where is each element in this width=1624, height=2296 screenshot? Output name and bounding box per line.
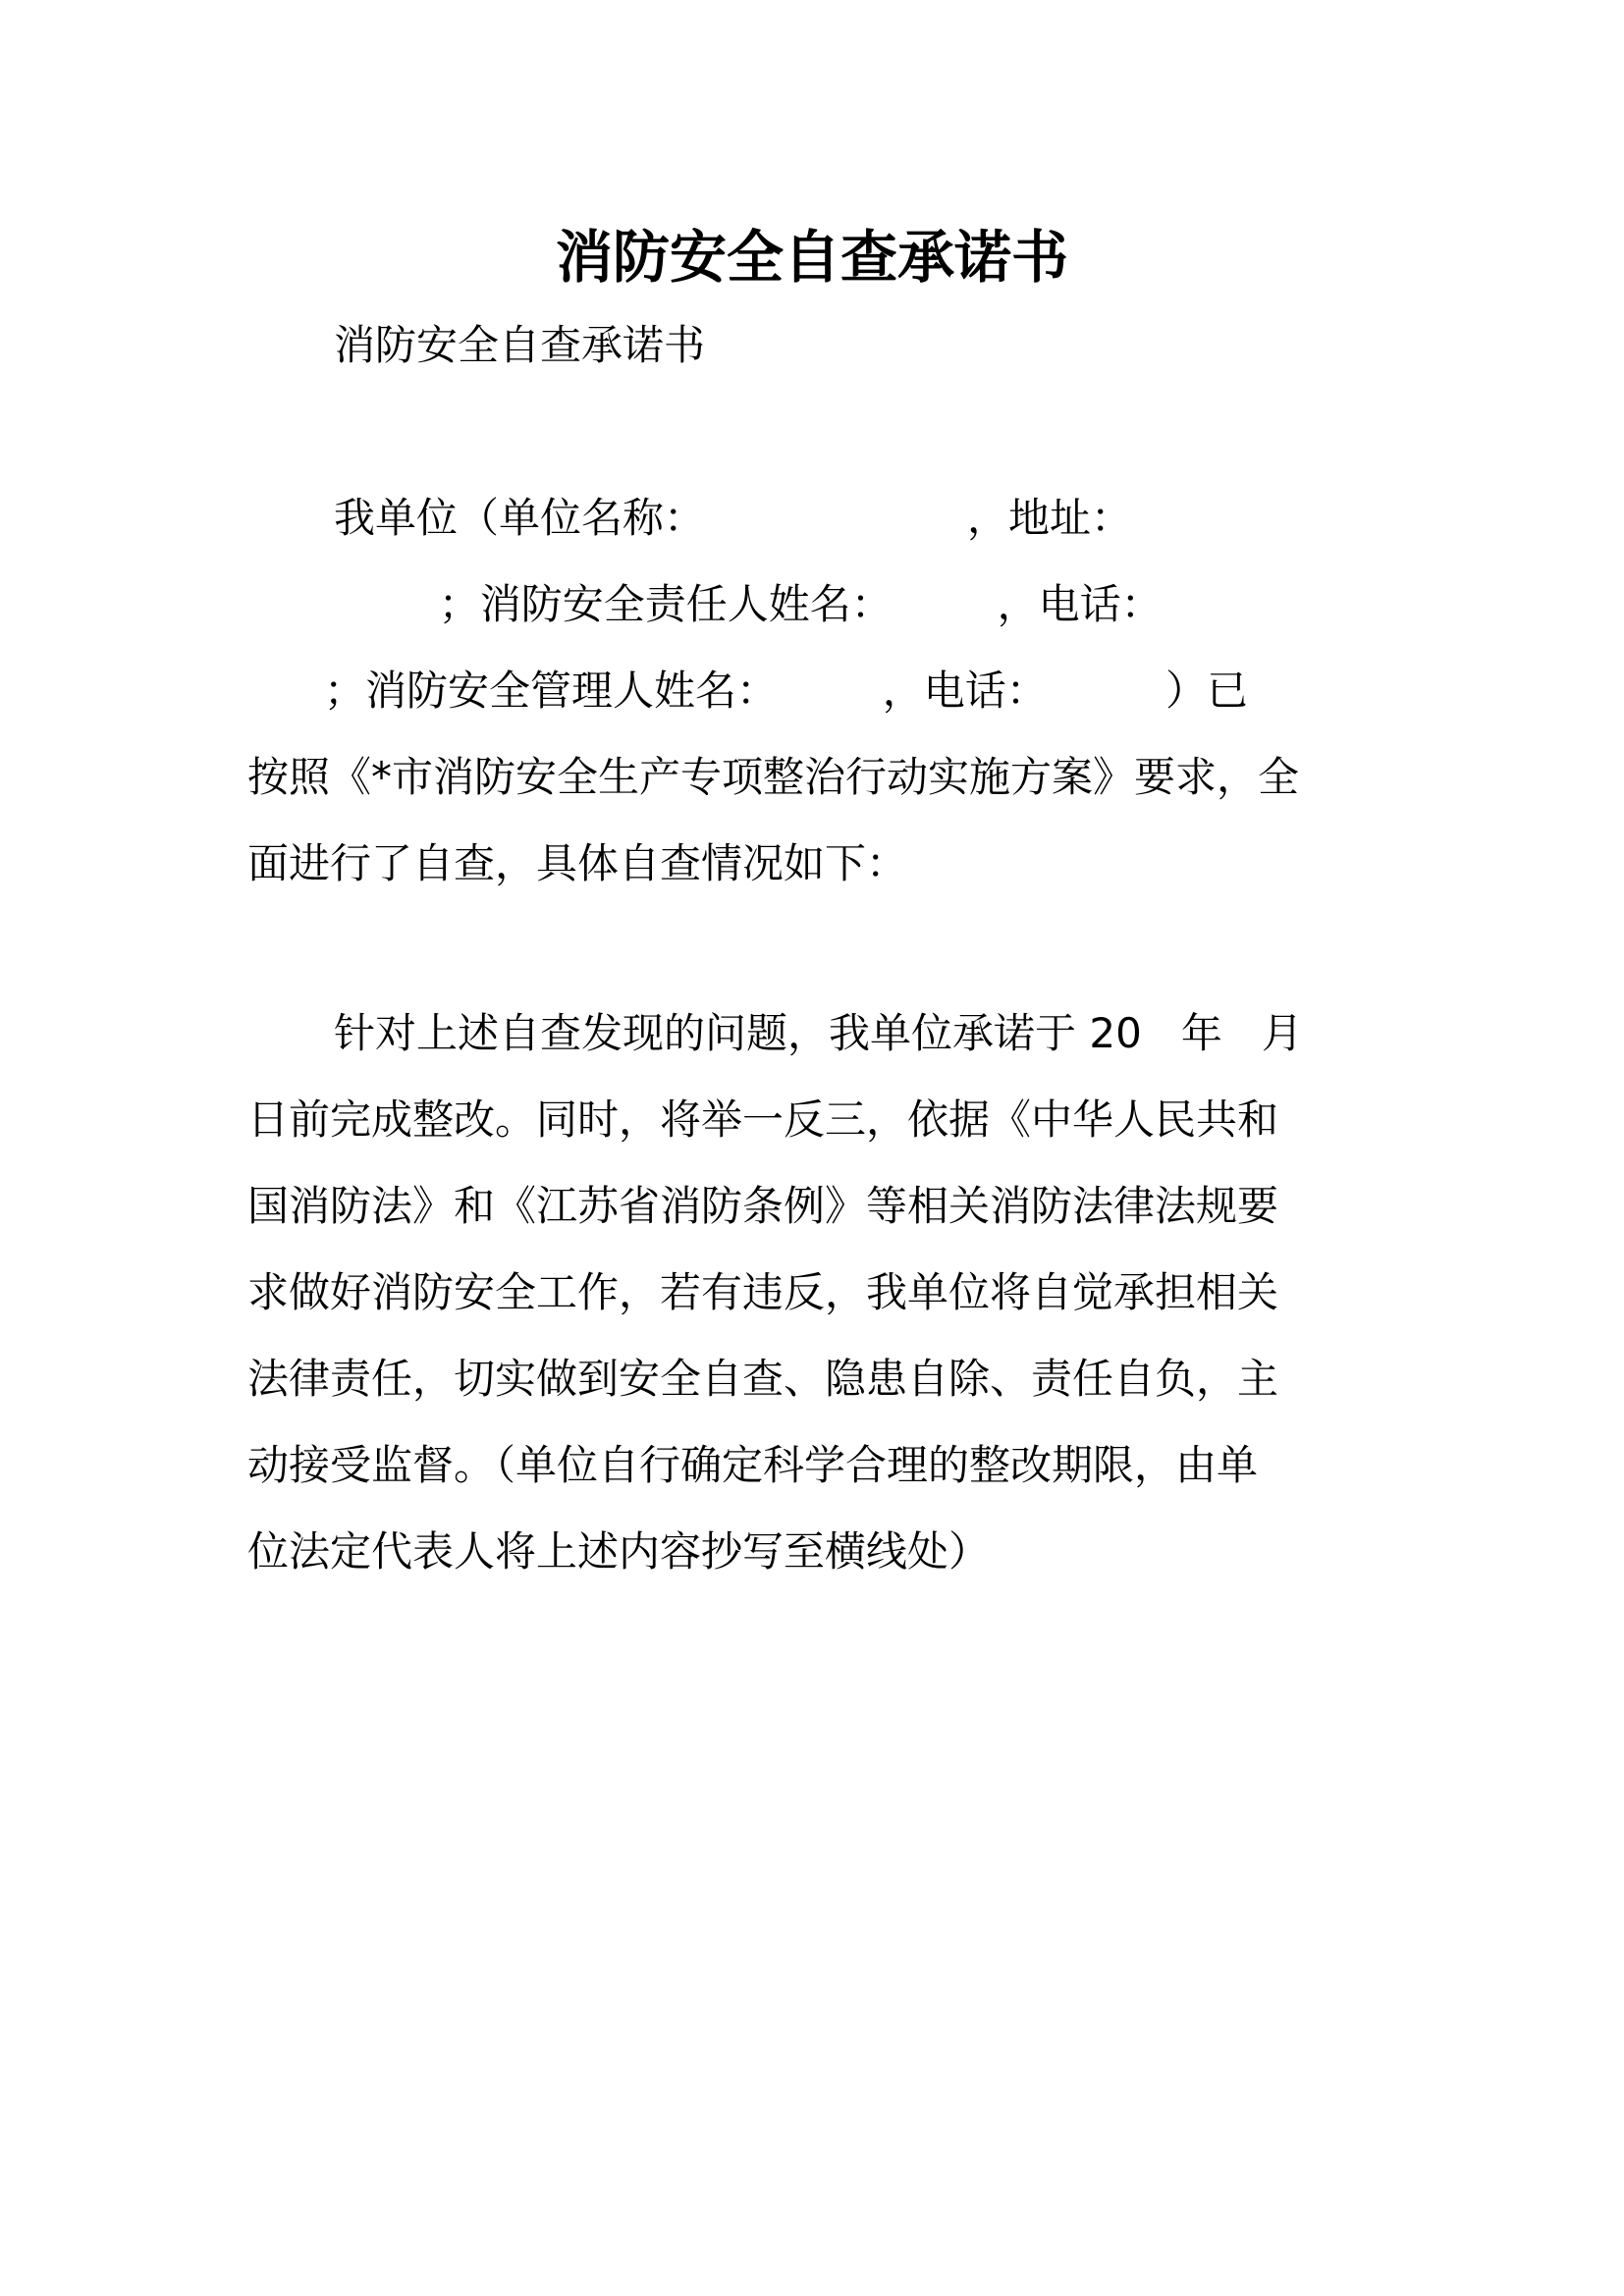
paragraph2-line-4: 求做好消防安全工作，若有违反，我单位将自觉承担相关 (247, 1268, 1279, 1316)
paragraph1-line-2: ；消防安全责任人姓名： ，电话： (334, 580, 1163, 628)
paragraph1-line-3: ；消防安全管理人姓名： ，电话： ）已 (324, 667, 1248, 715)
paragraph1-line-5: 面进行了自查，具体自查情况如下： (247, 839, 908, 887)
paragraph1-line-4: 按照《*市消防安全生产专项整治行动实施方案》要求，全 (247, 753, 1300, 801)
document-subtitle: 消防安全自查承诺书 (334, 321, 706, 369)
paragraph2-line-7: 位法定代表人将上述内容抄写至横线处） (247, 1527, 991, 1575)
paragraph2-line-3: 国消防法》和《江苏省消防条例》等相关消防法律法规要 (247, 1182, 1279, 1230)
paragraph2-line-6: 动接受监督。（单位自行确定科学合理的整改期限，由单 (247, 1441, 1259, 1489)
paragraph2-line-1: 针对上述自查发现的问题，我单位承诺于 20 年 月 (334, 1009, 1303, 1057)
paragraph2-line-5: 法律责任，切实做到安全自查、隐患自除、责任自负，主 (247, 1355, 1279, 1403)
document-title: 消防安全自查承诺书 (555, 224, 1068, 291)
paragraph2-line-2: 日前完成整改。同时，将举一反三，依据《中华人民共和 (247, 1095, 1279, 1144)
paragraph1-line-1: 我单位（单位名称： ，地址： (334, 494, 1133, 542)
